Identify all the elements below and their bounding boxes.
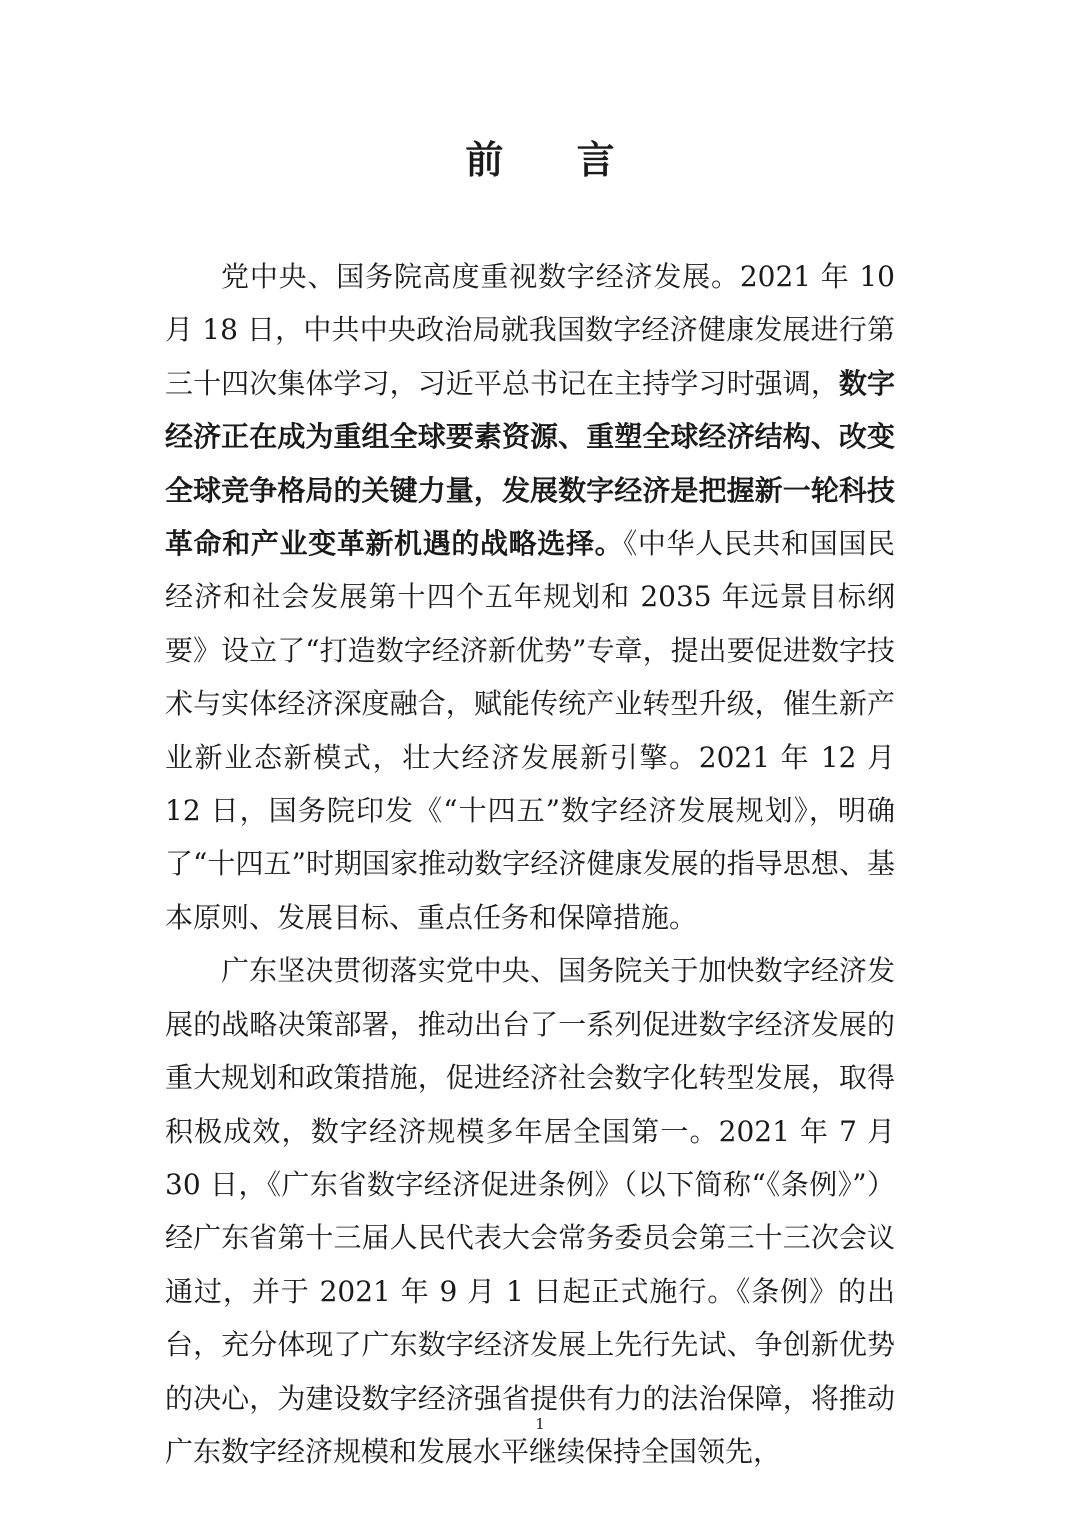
page-title: 前 言	[465, 138, 645, 182]
paragraph-1-continuation: 《中华人民共和国国民经济和社会发展第十四个五年规划和 2035 年远景目标纲要》设立了“打造数字经济新优势”专章，提出要促进数字技术与实体经济深度融合，赋能传统产业转型升级，催生新产业新业态新模式，壮大经济发展新引擎。2021 年 12 月 12 日，国务院印发《“十四五”数字经济发展规划》，明确了“十四五”时期国家推动数字经济健康发展的指导思想、基本原则、发展目标、重点任务和保障措施。	[165, 527, 895, 934]
paragraph-1-bold-quote: 数字经济正在成为重组全球要素资源、重塑全球经济结构、改变全球竞争格局的关键力量，发展数字经济是把握新一轮科技革命和产业变革新机遇的战略选择。	[165, 366, 895, 561]
paragraph-1	[165, 250, 895, 944]
paragraph-2: 广东坚决贯彻落实党中央、国务院关于加快数字经济发展的战略决策部署，推动出台了一系列促进数字经济发展的重大规划和政策措施，促进经济社会数字化转型发展，取得积极成效，数字经济规模多年居全国第一。2021 年 7 月 30 日，《广东省数字经济促进条例》（以下简称“《条例》”）经广东省第十三届人民代表大会常务委员会第三十三次会议通过，并于 2021 年 9 月 1 日起正式施行。《条例》的出台，充分体现了广东数字经济发展上先行先试、争创新优势的决心，为建设数字经济强省提供有力的法治保障，将推动广东数字经济规模和发展水平继续保持全国领先，	[165, 954, 895, 1468]
page-number: 1	[535, 1415, 545, 1433]
body-text	[165, 250, 895, 1478]
paragraph-1-intro: 党中央、国务院高度重视数字经济发展。2021 年 10 月 18 日，中共中央政治局就我国数字经济健康发展进行第三十四次集体学习，习近平总书记在主持学习时强调，	[165, 260, 895, 400]
